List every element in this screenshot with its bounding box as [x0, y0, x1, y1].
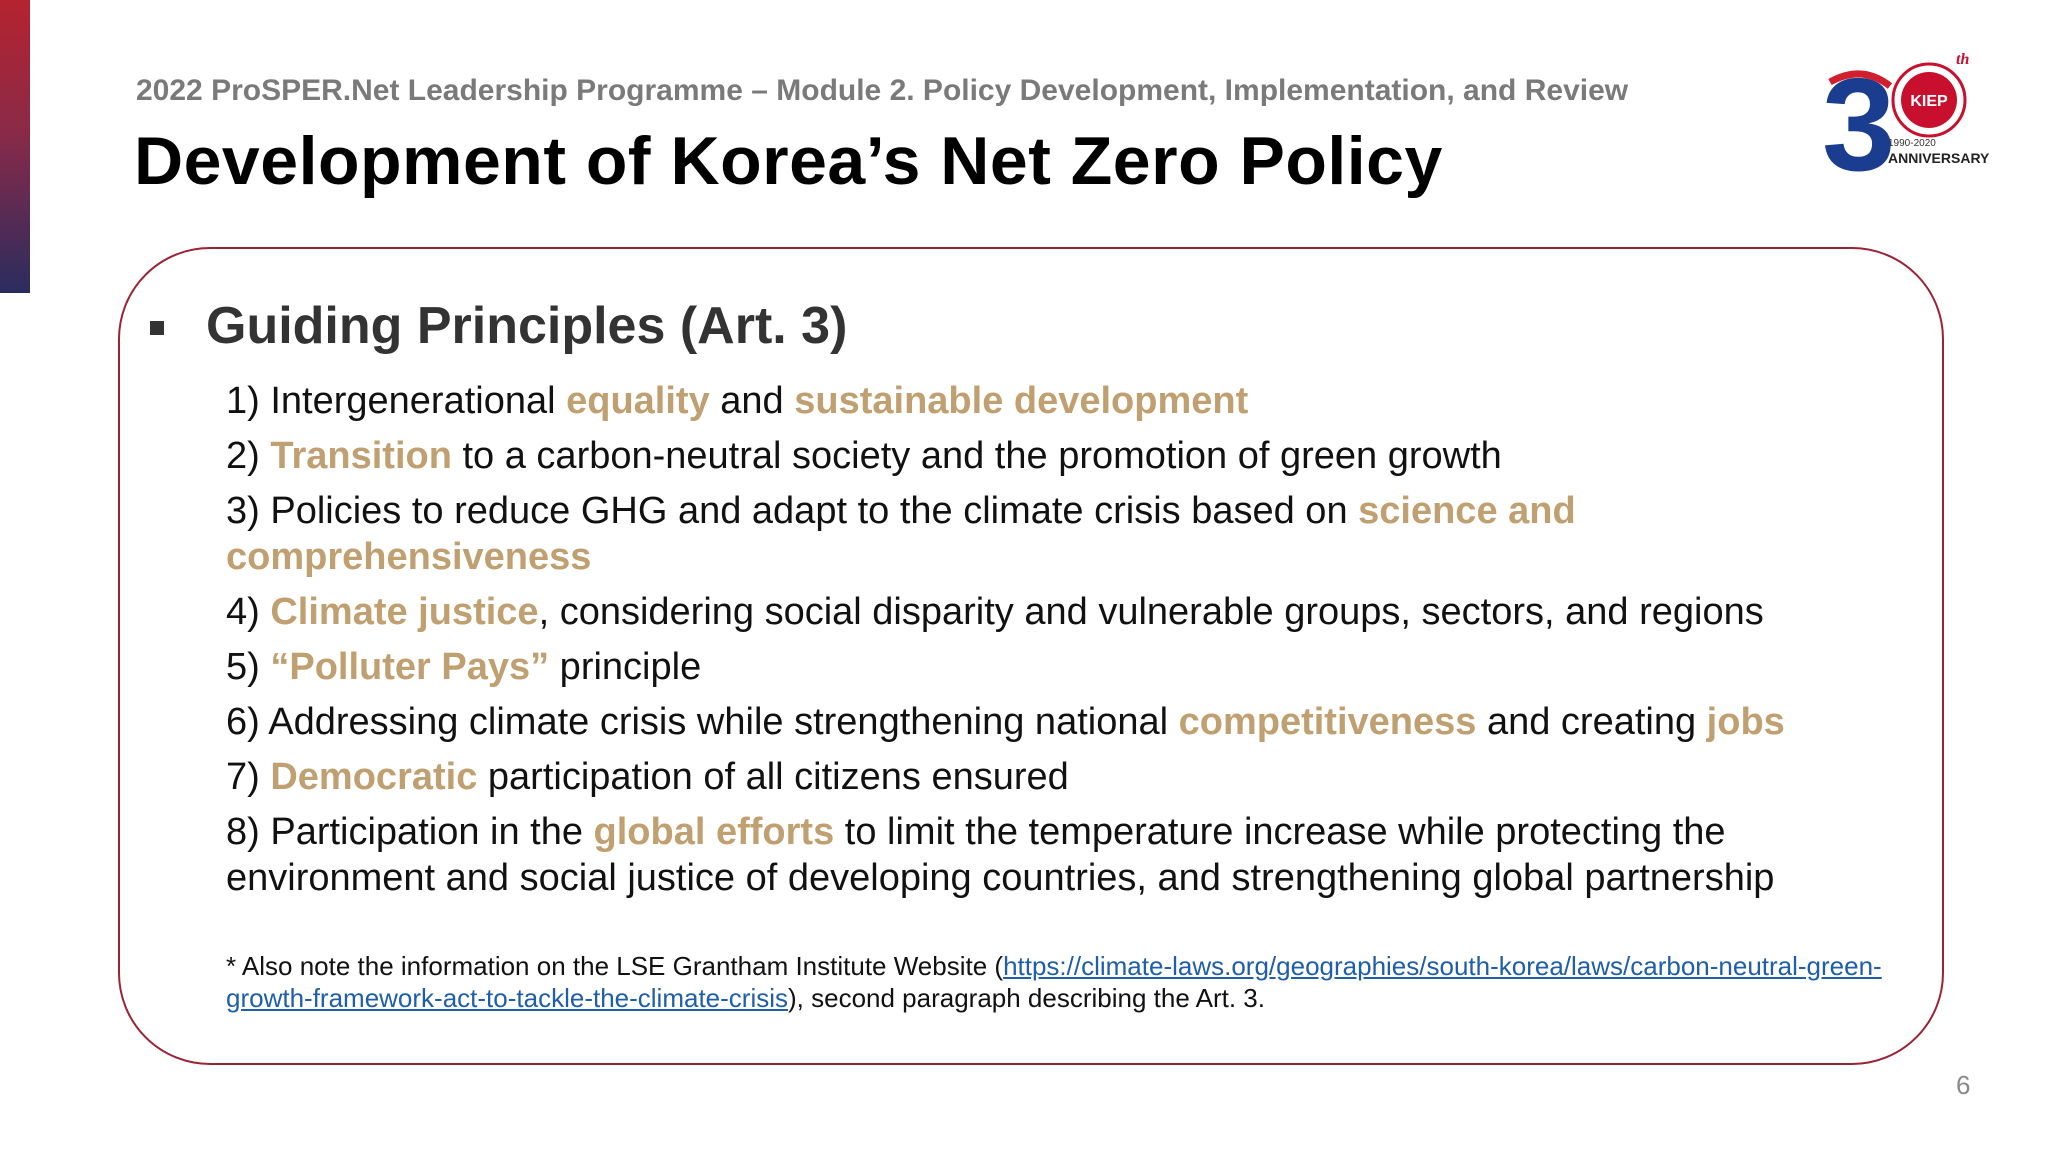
- section-heading: [150, 296, 847, 356]
- logo-org: KIEP: [1910, 93, 1948, 110]
- principle-text: , considering social disparity and vulnerable groups, sectors, and regions: [538, 591, 1764, 633]
- principle-item-2: [226, 433, 1866, 479]
- principle-text: 2): [226, 435, 271, 477]
- principle-item-6: [226, 699, 1866, 745]
- principle-text: 1) Intergenerational: [226, 380, 567, 422]
- logo-label: ANNIVERSARY: [1888, 150, 1990, 166]
- footnote-text-before: * Also note the information on the LSE Grantham Institute Website (: [226, 951, 1004, 981]
- principle-text: principle: [549, 646, 702, 688]
- principle-text: 3) Policies to reduce GHG and adapt to the climate crisis based on: [226, 490, 1359, 532]
- logo-number: 3: [1822, 51, 1896, 188]
- highlighted-term: competitiveness: [1178, 701, 1477, 743]
- principle-text: participation of all citizens ensured: [477, 756, 1069, 798]
- highlighted-term: jobs: [1706, 701, 1785, 743]
- logo-superscript: th: [1956, 51, 1970, 68]
- principle-text: 7): [226, 756, 271, 798]
- principle-text: 8) Participation in the: [226, 811, 594, 853]
- principle-text: and creating: [1476, 701, 1707, 743]
- highlighted-term: Transition: [270, 435, 452, 477]
- page-number: 6: [1956, 1070, 1971, 1100]
- principle-text: to limit the temperature increase while protecting the environment and social justice of developing countries, and strengthening global partnership: [226, 811, 1775, 899]
- highlighted-term: science and comprehensiveness: [226, 490, 1576, 578]
- principle-item-1: [226, 378, 1866, 424]
- principle-text: 4): [226, 591, 271, 633]
- footnote-text-after: ), second paragraph describing the Art. 3.: [788, 983, 1265, 1013]
- highlighted-term: equality: [566, 380, 710, 422]
- principle-item-5: [226, 644, 1866, 690]
- kiep-30th-anniversary-logo: [1822, 48, 2002, 188]
- section-heading-text: Guiding Principles (Art. 3): [206, 297, 848, 355]
- footnote: [226, 950, 1916, 1014]
- principle-text: and: [709, 380, 795, 422]
- principles-list: [226, 378, 1866, 910]
- square-bullet-icon: [150, 321, 164, 335]
- accent-bar: [0, 0, 30, 293]
- principle-text: to a carbon-neutral society and the promotion of green growth: [451, 435, 1502, 477]
- principle-item-3: [226, 488, 1866, 580]
- principle-item-7: [226, 754, 1866, 800]
- highlighted-term: Climate justice: [270, 591, 539, 633]
- highlighted-term: global efforts: [593, 811, 835, 853]
- highlighted-term: Democratic: [270, 756, 478, 798]
- principle-item-4: [226, 589, 1866, 635]
- principle-text: 6) Addressing climate crisis while strengthening national: [226, 701, 1179, 743]
- principle-text: 5): [226, 646, 271, 688]
- highlighted-term: “Polluter Pays”: [270, 646, 550, 688]
- slide-subtitle: 2022 ProSPER.Net Leadership Programme – Module 2. Policy Development, Implementation, and Review: [136, 74, 1629, 107]
- principle-item-8: [226, 809, 1866, 901]
- slide-title: Development of Korea’s Net Zero Policy: [134, 123, 1443, 199]
- lse-grantham-link[interactable]: https://climate-laws.org/geographies/south-korea/laws/carbon-neutral-green-growth-framework-act-to-tackle-the-climate-crisis: [226, 951, 1882, 1013]
- highlighted-term: sustainable development: [794, 380, 1249, 422]
- logo-years: 1990-2020: [1888, 138, 1936, 149]
